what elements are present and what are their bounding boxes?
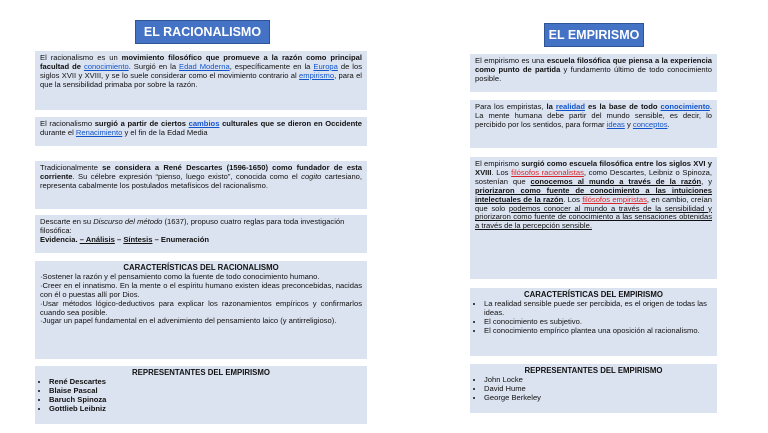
representatives-list: [40, 378, 362, 414]
text-bold: es la base de todo: [585, 102, 661, 111]
text-bold: surgió como escuela filosófica entre los siglos XVI y XVIII: [475, 159, 712, 177]
representatives-heading: REPRESENTANTES DEL EMPIRISMO: [524, 366, 663, 375]
text-bold: surgió a partir de ciertos: [94, 119, 189, 128]
representatives-list: [475, 376, 712, 403]
link-europa[interactable]: Europa: [313, 61, 338, 71]
text: . Los: [491, 167, 512, 177]
rule-sintesis: Síntesis: [123, 234, 153, 244]
text: (1637), propuso cuatro reglas para toda investigación filosófica:: [40, 217, 345, 235]
link-conceptos[interactable]: conceptos: [632, 119, 668, 129]
link-cambios[interactable]: cambios: [188, 119, 220, 128]
empirismo-reality: [470, 100, 717, 148]
link-filosofos-racionalistas[interactable]: filósofos racionalistas: [511, 167, 584, 177]
empirismo-origin: [470, 157, 717, 279]
text: y el fin de la Edad Media: [122, 127, 208, 137]
text: , en cambio, creían que solo: [475, 194, 712, 213]
text-bold-underline: conocemos al mundo a través de la razón: [530, 176, 702, 186]
text-bold: culturales que se dieron en Occidente: [219, 119, 362, 128]
characteristics-list: [475, 300, 712, 336]
racionalismo-origin: [35, 117, 367, 146]
text: , como Descartes, Leibniz o Spinoza, sostenían que: [475, 167, 712, 186]
text-bold: escuela filosófica que piensa a la experiencia como punto de partida: [475, 56, 713, 74]
racionalismo-descartes: [35, 161, 367, 209]
text-bold: se considera a René Descartes (1596-1650) como fundador de esta corriente: [40, 163, 362, 181]
link-realidad[interactable]: realidad: [555, 102, 585, 111]
text-underline: podemos conocer al mundo a través de la sensibilidad y priorizaron como fuente de conocimiento a las sensaciones obtenidas a través de la percepción sensible.: [475, 203, 712, 231]
list-item: • El conocimiento empírico plantea una oposición al racionalismo.: [484, 327, 712, 336]
link-filosofos-empiristas[interactable]: filósofos empiristas: [582, 194, 647, 204]
rule-analisis: – Análisis: [79, 234, 115, 244]
link-ideas[interactable]: ideas: [606, 119, 625, 129]
racionalismo-method: [35, 215, 367, 253]
text-bold-underline: priorizaron como fuente de conocimiento a las intuiciones intelectuales de la razón: [475, 185, 712, 204]
text: , y: [701, 176, 713, 186]
characteristic-item: ·Usar métodos lógico-deductivos para explicar los razonamientos empíricos y confirmarlos cuando sea posible.: [40, 298, 362, 317]
rule-enumeracion: – Enumeración: [152, 234, 210, 244]
link-empirismo[interactable]: empirismo: [299, 70, 335, 80]
characteristic-item: ·Creer en el innatismo. En la mente o el espíritu humano existen ideas preconcebidas, nacidas con él o puestas allí por Dios.: [40, 280, 362, 299]
separator: –: [114, 234, 124, 244]
racionalismo-title: EL RACIONALISMO: [135, 20, 270, 44]
text: . Surgió en la: [128, 61, 180, 71]
list-item: • John Locke: [484, 376, 712, 385]
text: de los siglos XVII y XVIII, y se lo suele considerar como el movimiento contrario al: [40, 61, 362, 80]
characteristic-item: ·Sostener la razón y el pensamiento como la fuente de todo conocimiento humano.: [40, 271, 320, 281]
text: El racionalismo es un: [40, 53, 122, 62]
text: El racionalismo: [40, 119, 95, 128]
empirismo-definition: [470, 54, 717, 92]
rule-evidencia: Evidencia.: [40, 234, 80, 244]
text: , para el que la sensibilidad primaba por sobre la razón.: [40, 70, 362, 89]
empirismo-characteristics: [470, 288, 717, 356]
text: Para los empiristas,: [475, 102, 547, 111]
text-italic: cogito: [301, 171, 322, 181]
list-item: • David Hume: [484, 385, 712, 394]
empirismo-title: EL EMPIRISMO: [544, 23, 644, 47]
text-bold: movimiento filosófico que promueve a la razón como principal facultad de: [40, 53, 362, 71]
list-item: • George Berkeley: [484, 394, 712, 403]
racionalismo-representatives: [35, 366, 367, 424]
text-italic: Discurso del método: [93, 217, 163, 226]
racionalismo-characteristics: [35, 261, 367, 359]
link-conocimiento[interactable]: conocimiento: [83, 61, 129, 71]
racionalismo-definition: [35, 51, 367, 110]
link-conocimiento[interactable]: conocimiento: [660, 102, 710, 111]
text: . La mente humana debe partir del mundo sensible, es decir, lo percibido por los sentidos, para formar: [475, 102, 712, 129]
list-item: • La realidad sensible puede ser percibida, es el origen de todas las ideas.: [484, 300, 712, 318]
text-bold: la: [546, 102, 556, 111]
characteristics-heading: CARACTERÍSTICAS DEL EMPIRISMO: [524, 290, 663, 299]
text: El empirismo: [475, 159, 522, 168]
list-item: • Gottlieb Leibniz: [49, 405, 362, 414]
text: . Su célebre expresión “pienso, luego existo”, conocida como el: [72, 171, 302, 181]
empirismo-representatives: [470, 364, 717, 413]
link-edad-moderna[interactable]: Edad Moderna: [179, 61, 230, 71]
text: Tradicionalmente: [40, 163, 103, 172]
text: Descarte en su: [40, 217, 94, 226]
text: cartesiano, representa cabalmente los postulados metafísicos del racionalismo.: [40, 171, 362, 190]
list-item: • Blaise Pascal: [49, 387, 362, 396]
text: .: [667, 119, 670, 129]
text: , específicamente en la: [229, 61, 314, 71]
representatives-heading: REPRESENTANTES DEL EMPIRISMO: [132, 368, 270, 377]
link-renacimiento[interactable]: Renacimiento: [75, 127, 123, 137]
characteristics-heading: CARACTERÍSTICAS DEL RACIONALISMO: [123, 263, 279, 272]
text: El empirismo es una: [475, 56, 547, 65]
text: . Los: [563, 194, 583, 204]
characteristic-item: ·Jugar un papel fundamental en el advenimiento del pensamiento laico (y antirreligioso).: [40, 316, 337, 326]
list-item: • El conocimiento es subjetivo.: [484, 318, 712, 327]
text: durante el: [40, 127, 76, 137]
text: y fundamento último de todo conocimiento posible.: [475, 64, 712, 83]
text: y: [624, 119, 633, 129]
list-item: • Baruch Spinoza: [49, 396, 362, 405]
list-item: • René Descartes: [49, 378, 362, 387]
